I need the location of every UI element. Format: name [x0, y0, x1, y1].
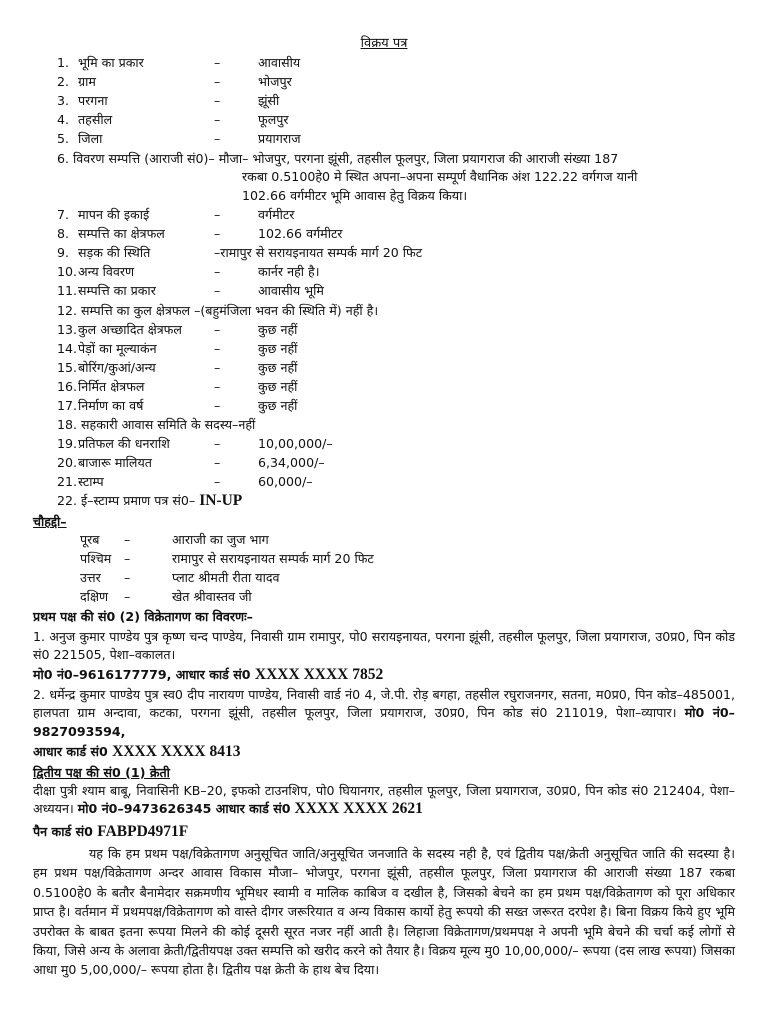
item-number: 14.: [57, 341, 78, 356]
estamp-number: IN-UP: [199, 492, 243, 509]
item-number: 3.: [57, 93, 70, 108]
item-label: निर्माण का वर्ष: [78, 398, 144, 413]
boundary-value: खेत श्रीवास्तव जी: [172, 589, 252, 604]
item-number: 5.: [57, 131, 70, 146]
item-number: 9.: [57, 245, 70, 260]
item-dash: –: [214, 360, 221, 375]
item-value: फूलपुर: [258, 112, 289, 127]
boundary-direction: दक्षिण: [80, 589, 109, 604]
item-number: 15.: [57, 360, 78, 375]
seller-2-aadhaar-line: आधार कार्ड सं0 XXXX XXXX 8413: [33, 743, 241, 760]
item-number: 11.: [57, 283, 78, 298]
document-title: विक्रय पत्र: [360, 36, 408, 51]
first-party-heading: प्रथम पक्ष की सं0 (2) विक्रेतागण का विवरणः–: [33, 609, 253, 624]
boundary-direction: उत्तर: [80, 570, 101, 585]
item-dash: –: [214, 341, 221, 356]
item-number: 10.: [57, 264, 78, 279]
item-number: 4.: [57, 112, 70, 127]
seller-1-contact: मो0 नं0–9616177779, आधार कार्ड सं0 XXXX XXXX 7852: [33, 666, 384, 683]
item-dash: –: [214, 74, 221, 89]
item-9-value: –रामापुर से सरायइनायत सम्पर्क मार्ग 20 फिट: [214, 245, 423, 260]
seller-2-mobile: मो0 नं0–9827093594,: [33, 705, 735, 739]
item-value: 6,34,000/–: [258, 455, 325, 470]
item-label: स्टाम्प: [78, 474, 104, 489]
item-value: कार्नर नही है।: [258, 264, 320, 279]
item-number: 13.: [57, 322, 78, 337]
seller-1-aadhaar: XXXX XXXX 7852: [254, 666, 384, 683]
boundary-value: आराजी का जुज भाग: [172, 532, 269, 547]
buyer-contact: मो0 नं0–9473626345 आधार कार्ड सं0: [77, 801, 291, 817]
item-value: आवासीय भूमि: [258, 283, 324, 298]
item-number: 16.: [57, 379, 78, 394]
item-dash: –: [214, 112, 221, 127]
item-number: 8.: [57, 226, 70, 241]
item-label: परगना: [78, 93, 108, 108]
item-number: 17.: [57, 398, 78, 413]
item-dash: –: [214, 55, 221, 70]
item-value: 10,00,000/–: [258, 436, 333, 451]
item-label: ग्राम: [78, 74, 96, 89]
item-dash: –: [214, 398, 221, 413]
item-label: अन्य विवरण: [78, 264, 135, 279]
item-dash: –: [214, 93, 221, 108]
item-number: 2.: [57, 74, 70, 89]
item-number: 1.: [57, 55, 70, 70]
item-label: बाजारू मालियत: [78, 455, 152, 470]
item-label: जिला: [78, 131, 103, 146]
item-value: झूंसी: [258, 93, 280, 108]
boundary-dash: –: [124, 532, 131, 547]
item-label: पेड़ों का मूल्याकंन: [78, 341, 157, 356]
item-dash: –: [214, 436, 221, 451]
item-label: कुल अच्छादित क्षेत्रफल: [78, 322, 182, 337]
chauhaddi-heading: चौहद्दी–: [33, 514, 67, 529]
item-6-line-2: रकबा 0.5100हे0 मे स्थित अपना–अपना सम्पूर्ण वैधानिक अंश 122.22 वर्गगज यानी: [242, 169, 638, 184]
item-label: मापन की इकाई: [78, 207, 150, 222]
item-label: बोरिंग/कुआं/अन्य: [78, 360, 156, 375]
item-dash: –: [214, 207, 221, 222]
second-party-heading: द्वितीय पक्ष की सं0 (1) क्रेती: [33, 765, 170, 780]
item-label: निर्मित क्षेत्रफल: [78, 379, 145, 394]
seller-2-aadhaar: XXXX XXXX 8413: [112, 743, 241, 760]
item-number: 20.: [57, 455, 78, 470]
item-number: 21.: [57, 474, 78, 489]
item-value: वर्गमीटर: [258, 207, 295, 222]
item-label: सम्पत्ति का क्षेत्रफल: [78, 226, 165, 241]
item-dash: –: [214, 322, 221, 337]
item-dash: –: [214, 379, 221, 394]
item-value: कुछ नहीं: [258, 360, 298, 375]
boundary-value: रामापुर से सरायइनायत सम्पर्क मार्ग 20 फिट: [172, 551, 374, 566]
declaration-paragraph: यह कि हम प्रथम पक्ष/विक्रेतागण अनुसूचित जाति/अनुसूचित जनजाति के सदस्य नही है, एवं द्वितीय पक्ष/क्रेती अनुसूचित जाति की सदस्या है। हम प्रथम पक्ष/विक्रेतागण अन्दर आवास विकास मौजा– भोजपुर, परगना झूंसी, तहसील फूलपुर, जिला प्रयागराज की आराजी संख्या 187 रकबा 0.5100हे0 के बतौर बैनामेदार सक्रमणीय भूमिधर स्वामी व मालिक काबिज व दखील है, जिसको बेचने का हम प्रथम पक्ष/विक्रेतागण को पूरा अधिकार प्राप्त है। वर्तमान में प्रथमपक्ष/विक्रेतागण को वास्ते दीगर जरूरियात व अन्य विकास कार्यो हेतु रूपयो की सख्त जरूरत दरपेश है। बिना विक्रय किये हुए भूमि उपरोक्त के बाबत इतना रूपया मिलने की कोई दूसरी सूरत नजर नहीं आती है। लिहाजा विक्रेतागण/प्रथमपक्ष ने अपनी भूमि बेचने की चर्चा कई लोगों से किया, जिसे अन्य के अलावा क्रेती/द्वितीयपक्ष उक्त सम्पत्ति को खरीद करने को तैयार है। विक्रय मूल्य मु0 10,00,000/– रूपया (दस लाख रूपया) जिसका आधा मु0 5,00,000/– रूपया होता है। द्वितीय पक्ष क्रेती के हाथ बेच दिया।: [33, 846, 735, 978]
boundary-direction: पश्चिम: [80, 551, 112, 566]
item-value: 102.66 वर्गमीटर: [258, 226, 343, 241]
item-value: आवासीय: [258, 55, 301, 70]
item-dash: –: [214, 131, 221, 146]
buyer-pan-line: पैन कार्ड सं0 FABPD4971F: [33, 823, 189, 840]
item-label: सम्पत्ति का प्रकार: [78, 283, 156, 298]
buyer-pan: FABPD4971F: [97, 823, 189, 840]
buyer-aadhaar: XXXX XXXX 2621: [294, 800, 423, 818]
item-value: कुछ नहीं: [258, 341, 298, 356]
item-value: कुछ नहीं: [258, 379, 298, 394]
item-label: तहसील: [78, 112, 113, 127]
boundary-dash: –: [124, 551, 131, 566]
boundary-dash: –: [124, 570, 131, 585]
item-number: 7.: [57, 207, 70, 222]
first-party-seller-1: 1. अनुज कुमार पाण्डेय पुत्र कृष्ण चन्द पाण्डेय, निवासी ग्राम रामापुर, पो0 सरायइनायत, परगना झूंसी, तहसील फूलपुर, जिला प्रयागराज, उ0प्र0, पिन कोड सं0 221505, पेशा–वकालत।: [33, 629, 735, 663]
item-label: सड़क की स्थिति: [78, 245, 151, 260]
item-6-line-3: 102.66 वर्गमीटर भूमि आवास हेतु विक्रय किया।: [242, 188, 468, 203]
boundary-dash: –: [124, 589, 131, 604]
boundary-direction: पूरब: [80, 532, 100, 547]
item-number: 19.: [57, 436, 78, 451]
item-dash: –: [214, 283, 221, 298]
item-value: भोजपुर: [258, 74, 292, 89]
item-dash: –: [214, 474, 221, 489]
item-value: कुछ नहीं: [258, 398, 298, 413]
item-label: भूमि का प्रकार: [78, 55, 144, 70]
item-label: प्रतिफल की धनराशि: [78, 436, 170, 451]
item-value: प्रयागराज: [258, 131, 301, 146]
item-value: 60,000/–: [258, 474, 313, 489]
item-dash: –: [214, 226, 221, 241]
item-dash: –: [214, 264, 221, 279]
second-party-buyer: दीक्षा पुत्री श्याम बाबू, निवासिनी KB–20, इफको टाउनशिप, पो0 घियानगर, तहसील फूलपुर, जिला प्रयागराज, उ0प्र0, पिन कोड सं0 212404, पेशा–अध्ययन। मो0 नं0–9473626345 आधार कार्ड सं0 XXXX XXXX 2621: [33, 783, 735, 818]
item-dash: –: [214, 455, 221, 470]
item-value: कुछ नहीं: [258, 322, 298, 337]
boundary-value: प्लाट श्रीमती रीता यादव: [172, 570, 280, 585]
first-party-seller-2: 2. धर्मेन्द्र कुमार पाण्डेय पुत्र स्व0 दीप नारायण पाण्डेय, निवासी वार्ड नं0 4, जे.पी. रोड़ बगहा, तहसील रघुराजनगर, सतना, म0प्र0, पिन कोड–485001, हालपता ग्राम अन्दावा, कटका, परगना झूंसी, तहसील फूलपुर, जिला प्रयागराज, उ0प्र0, पिन कोड सं0 211019, पेशा–व्यापार। मो0 नं0–9827093594,: [33, 687, 735, 739]
